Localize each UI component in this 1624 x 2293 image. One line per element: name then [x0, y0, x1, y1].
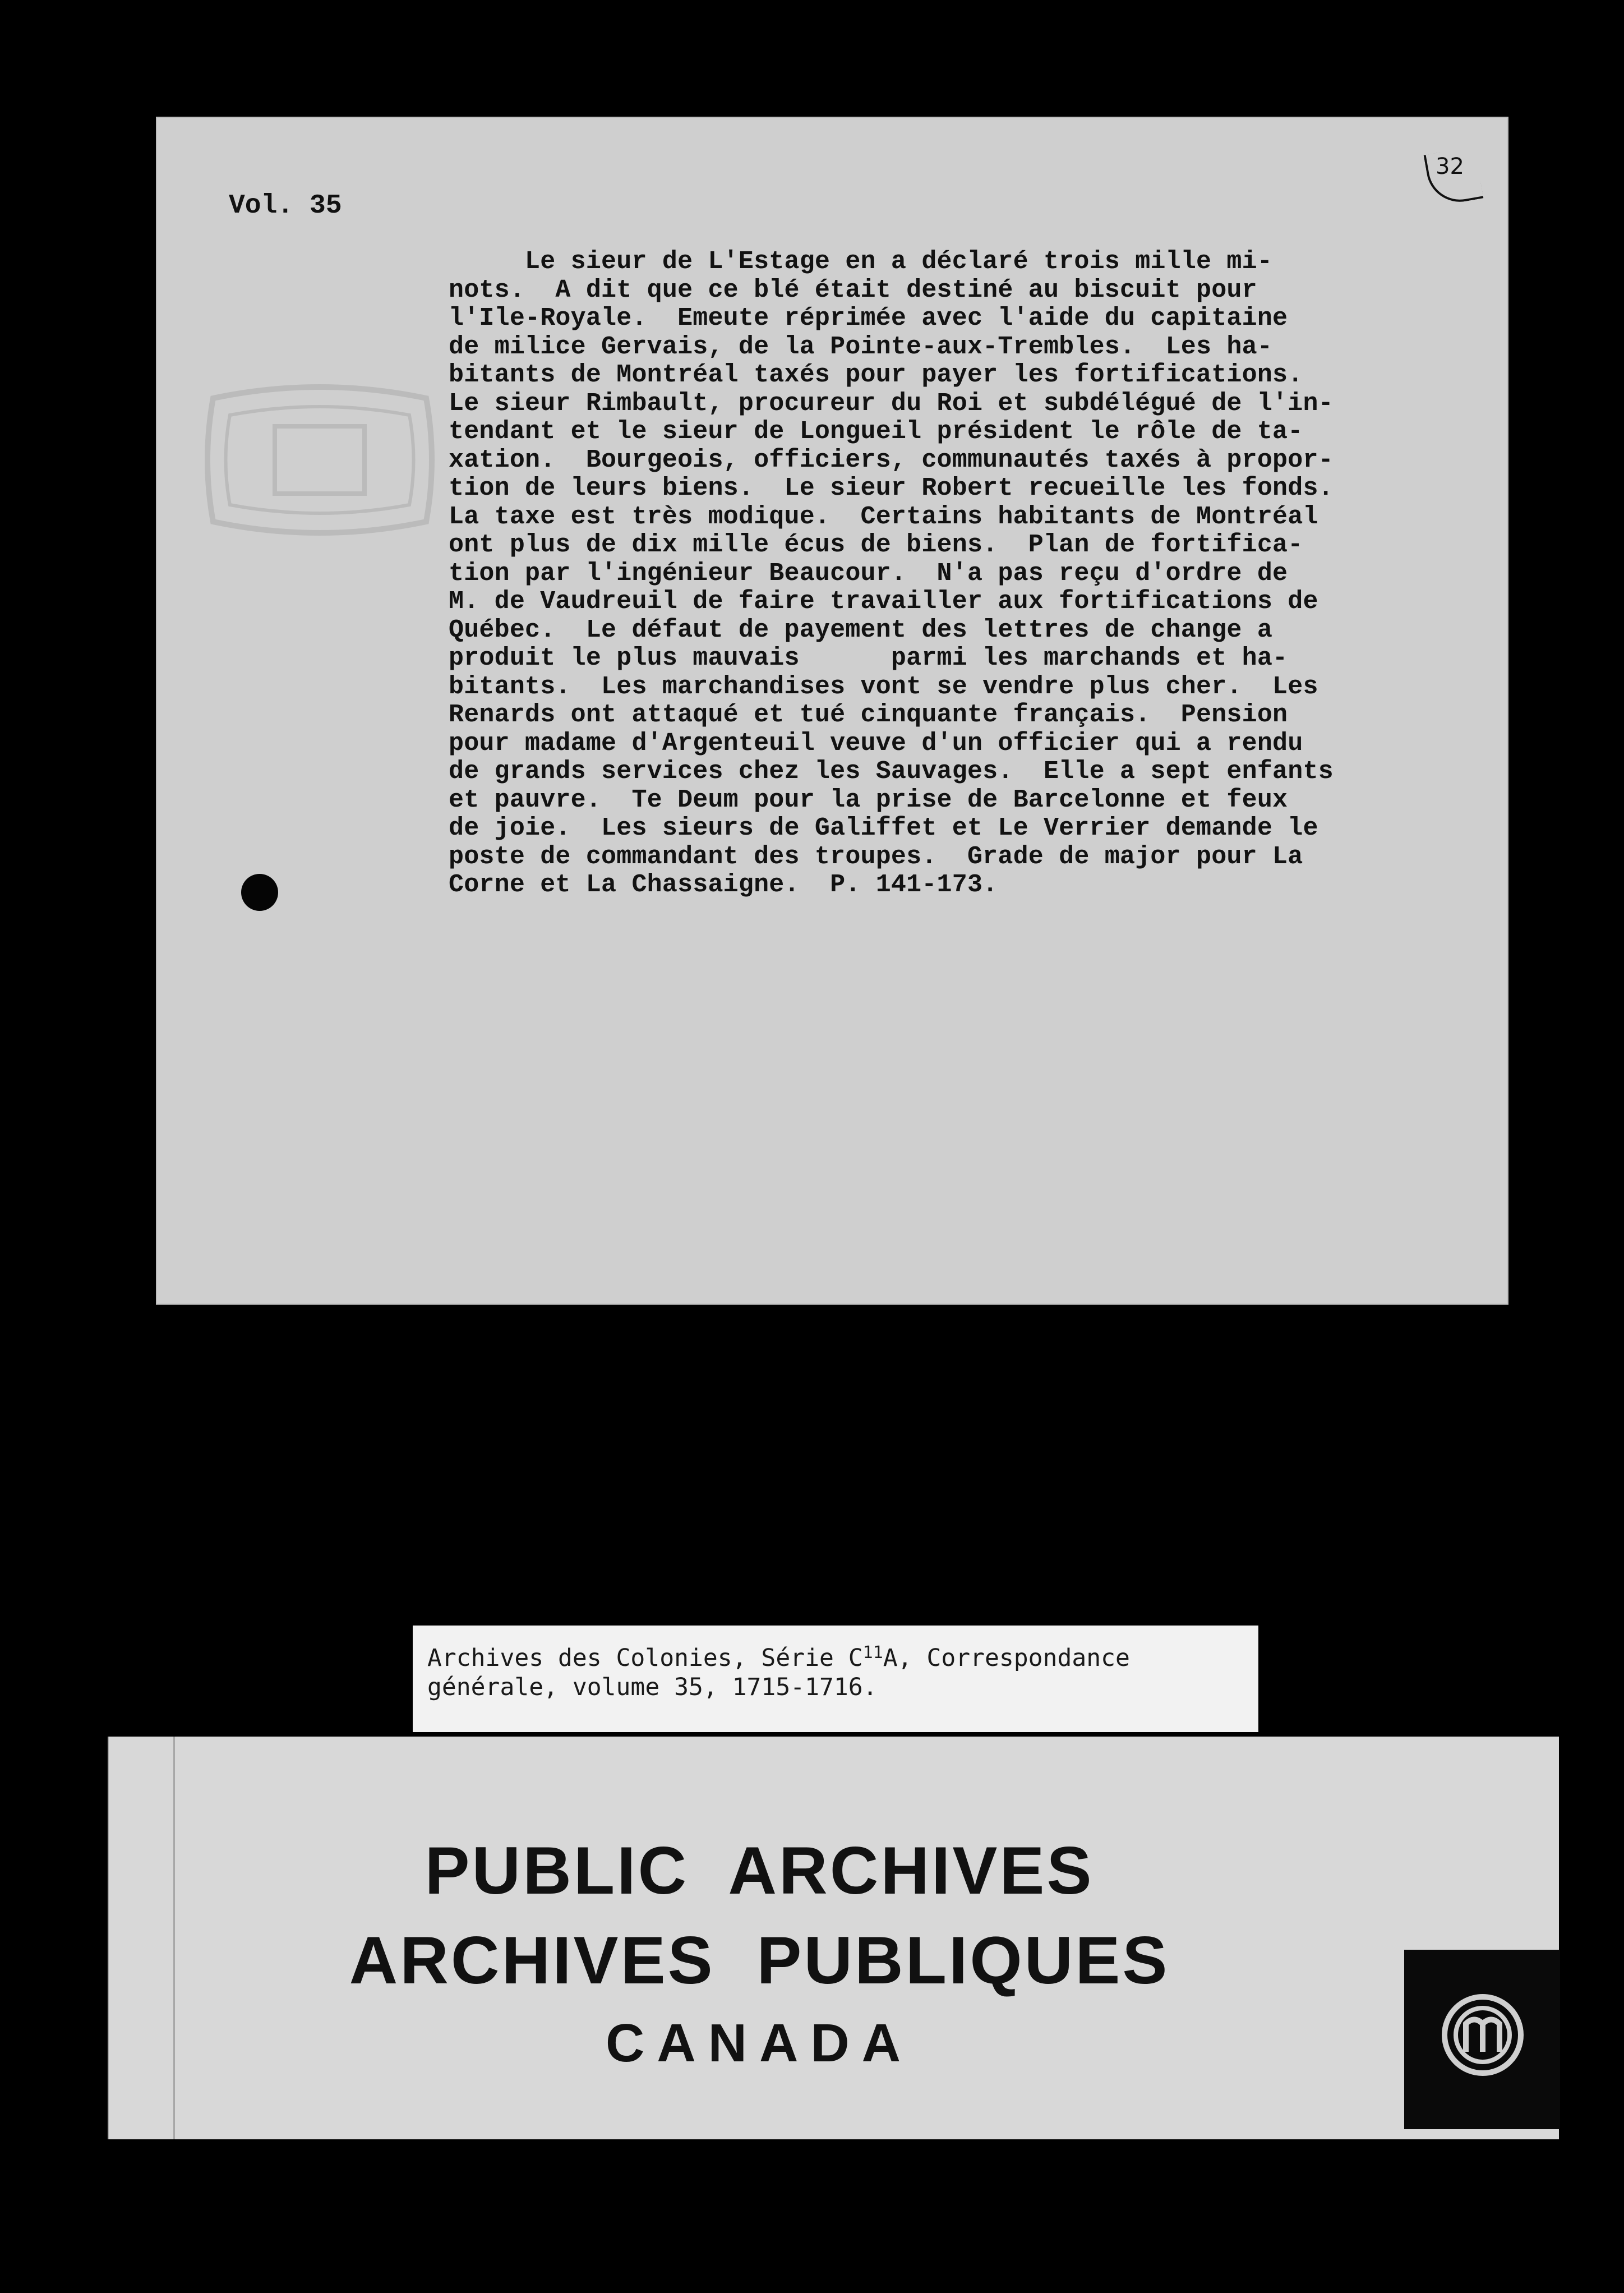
text-line: tion par l'ingénieur Beaucour. N'a pas reçu d'ordre de — [449, 559, 1288, 588]
text-line: M. de Vaudreuil de faire travailler aux fortifications de — [449, 587, 1318, 616]
text-line: poste de commandant des troupes. Grade de major pour La — [449, 842, 1303, 871]
banner-title-french: ARCHIVES PUBLIQUES — [349, 1923, 1170, 1998]
text-line: Corne et La Chassaigne. P. 141-173. — [449, 871, 998, 899]
text-line: Renards ont attaqué et tué cinquante français. Pension — [449, 701, 1288, 729]
text-line: nots. A dit que ce blé était destiné au biscuit pour — [449, 275, 1257, 305]
card-body-text — [449, 248, 1334, 900]
text-line: pour madame d'Argenteuil veuve d'un officier qui a rendu — [449, 729, 1303, 758]
text-line: ont plus de dix mille écus de biens. Plan de fortifica- — [449, 531, 1303, 559]
banner-country: CANADA — [606, 2013, 913, 2073]
archives-banner — [108, 1737, 1559, 2139]
text-line: de joie. Les sieurs de Galiffet et Le Verrier demande le — [449, 814, 1318, 842]
citation-line-1 — [427, 1643, 1258, 1673]
text-line: bitants de Montréal taxés pour payer les fortifications. — [449, 361, 1303, 389]
archives-logo-box — [1404, 1950, 1560, 2129]
page-number-mark: 32 — [1436, 154, 1464, 179]
citation-title: A, Correspondance — [883, 1644, 1130, 1672]
text-line: Québec. Le défaut de payement des lettres de change a — [449, 615, 1273, 644]
text-line: tendant et le sieur de Longueil président le rôle de ta- — [449, 417, 1303, 446]
text-line: bitants. Les marchandises vont se vendre plus cher. Les — [449, 672, 1318, 701]
text-line: produit le plus mauvais parmi les marchands et ha- — [449, 644, 1288, 673]
text-line: et pauvre. Te Deum pour la prise de Barcelonne et feux — [449, 785, 1288, 814]
citation-slip — [413, 1626, 1258, 1732]
text-line: de grands services chez les Sauvages. Elle a sept enfants — [449, 757, 1334, 786]
citation-line-2: générale, volume 35, 1715-1716. — [427, 1673, 878, 1701]
text-line: Le sieur Rimbault, procureur du Roi et subdélégué de l'in- — [449, 389, 1334, 418]
banner-title-english: PUBLIC ARCHIVES — [425, 1833, 1094, 1908]
text-line: de milice Gervais, de la Pointe-aux-Trembles. Les ha- — [449, 332, 1273, 361]
text-line: Le sieur de L'Estage en a déclaré trois mille mi- — [449, 247, 1273, 276]
punch-hole — [241, 874, 278, 911]
text-line: xation. Bourgeois, officiers, communautés taxés à propor- — [449, 445, 1334, 475]
text-line: l'Ile-Royale. Emeute réprimée avec l'aide du capitaine — [449, 304, 1288, 333]
watermark-stamp-icon — [191, 365, 449, 555]
text-line: La taxe est très modique. Certains habitants de Montréal — [449, 502, 1318, 531]
citation-superscript: 11 — [862, 1643, 883, 1663]
citation-series: Archives des Colonies, Série C — [427, 1644, 863, 1672]
volume-label: Vol. 35 — [229, 191, 342, 221]
text-line: tion de leurs biens. Le sieur Robert recueille les fonds. — [449, 474, 1334, 503]
archives-logo-icon — [1438, 1990, 1528, 2080]
index-card — [156, 117, 1508, 1305]
